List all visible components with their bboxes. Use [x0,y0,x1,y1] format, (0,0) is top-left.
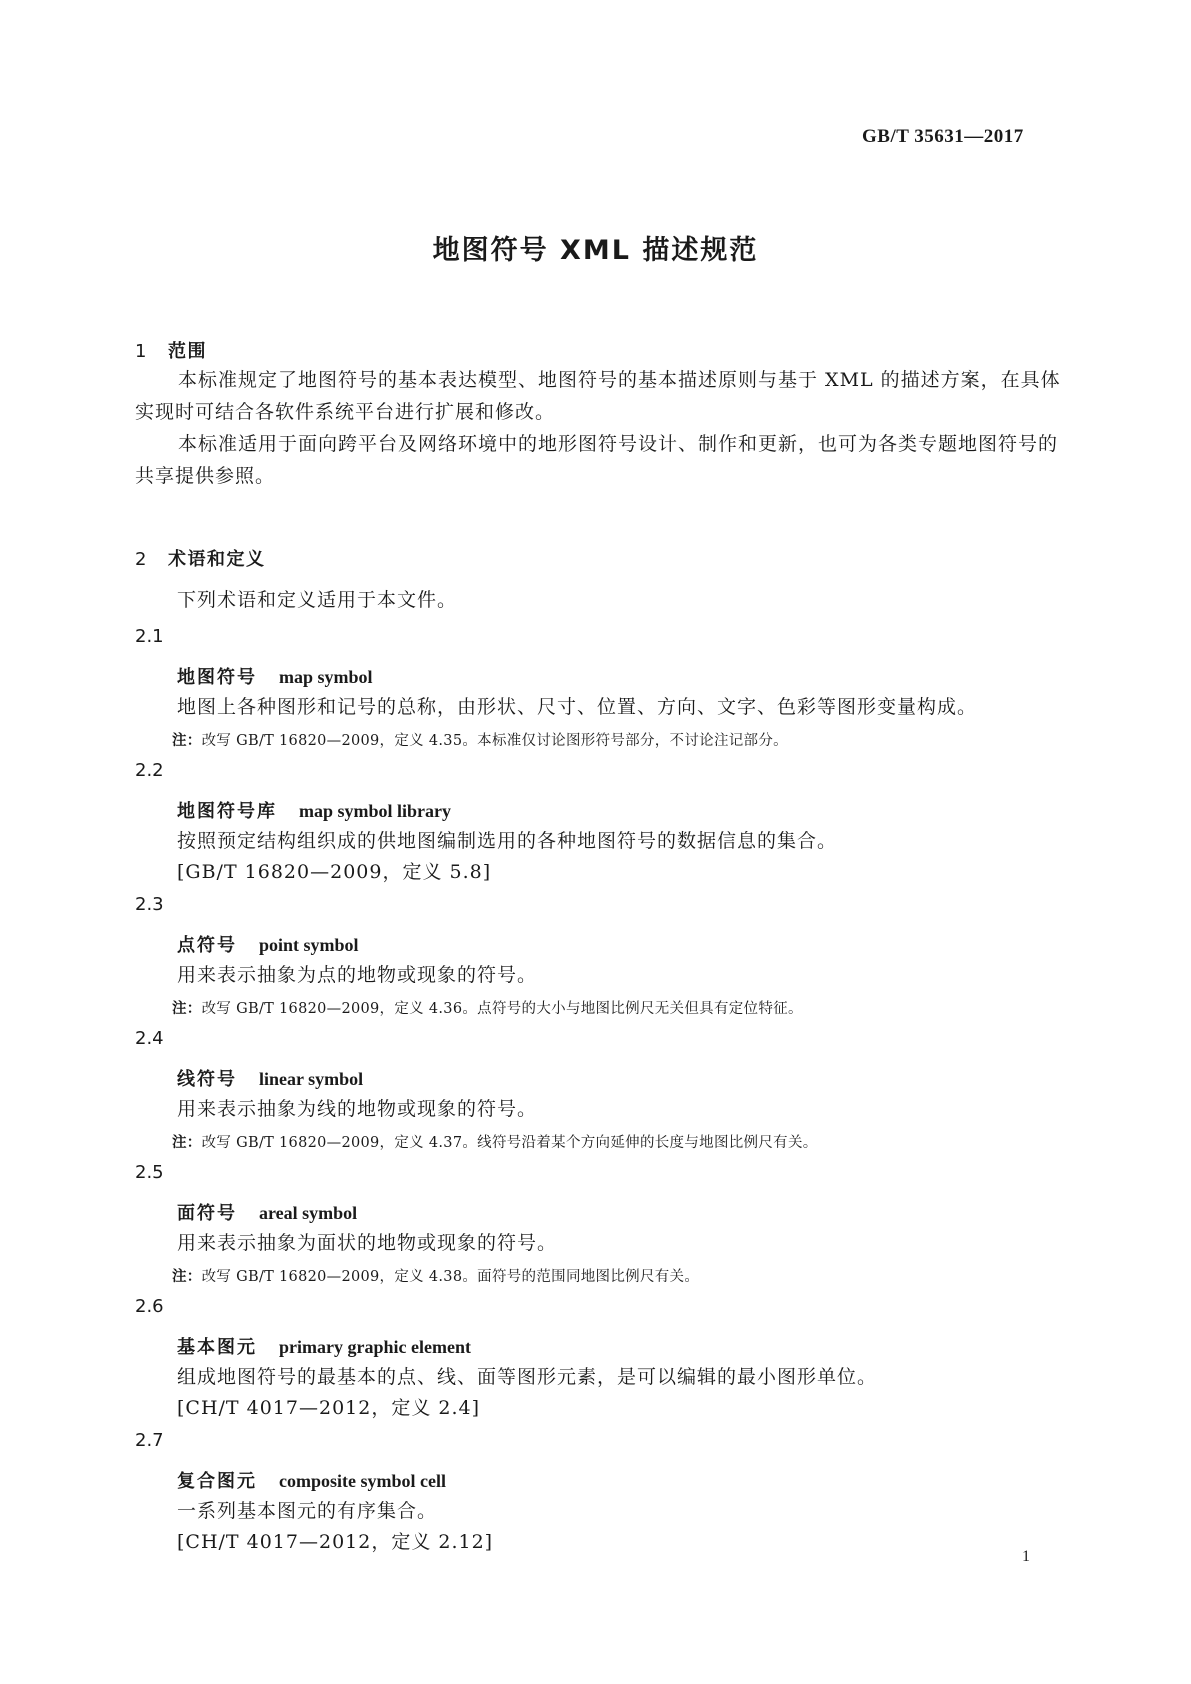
term-definition: 用来表示抽象为线的地物或现象的符号。 [177,1098,538,1120]
clause-number: 2.4 [135,1028,164,1049]
clause-number: 2.2 [135,760,164,781]
note-text: 改写 GB/T 16820—2009，定义 4.37。线符号沿着某个方向延伸的长度与地图比例尺有关。 [201,1135,818,1151]
page-number: 1 [1022,1548,1030,1565]
section-number: 1 [135,341,147,362]
clause-number: 2.7 [135,1430,164,1451]
term-definition: 组成地图符号的最基本的点、线、面等图形元素，是可以编辑的最小图形单位。 [177,1366,878,1388]
term-zh: 线符号 [177,1069,237,1090]
term-en: map symbol [279,667,373,687]
section-number: 2 [135,549,147,570]
term-note [172,997,803,1018]
section-2-heading [135,545,266,571]
term-entry [177,1065,363,1091]
term-entry [177,1199,357,1225]
term-definition: 按照预定结构组织成的供地图编制选用的各种地图符号的数据信息的集合。 [177,830,838,852]
note-label: 注： [172,733,202,749]
note-text: 改写 GB/T 16820—2009，定义 4.38。面符号的范围同地图比例尺有关。 [201,1269,700,1285]
term-note [172,1265,699,1286]
clause-number: 2.1 [135,626,164,647]
term-source: [GB/T 16820—2009，定义 5.8] [177,861,492,883]
term-en: composite symbol cell [279,1471,446,1491]
term-zh: 面符号 [177,1203,237,1224]
section-2-intro: 下列术语和定义适用于本文件。 [177,589,458,611]
term-en: linear symbol [259,1069,364,1089]
term-entry [177,1333,471,1359]
note-text: 改写 GB/T 16820—2009，定义 4.36。点符号的大小与地图比例尺无关但具有定位特征。 [201,1001,803,1017]
term-note [172,729,788,750]
section-1-heading [135,337,207,363]
term-en: map symbol library [299,801,452,821]
standard-number: GB/T 35631—2017 [862,126,1024,147]
note-label: 注： [172,1001,202,1017]
paragraph: 本标准适用于面向跨平台及网络环境中的地形图符号设计、制作和更新，也可为各类专题地图符号的共享提供参照。 [135,433,1059,487]
term-zh: 地图符号库 [177,801,277,822]
term-en: areal symbol [259,1203,358,1223]
term-definition: 地图上各种图形和记号的总称，由形状、尺寸、位置、方向、文字、色彩等图形变量构成。 [177,696,978,718]
term-entry [177,663,373,689]
note-label: 注： [172,1135,202,1151]
note-label: 注： [172,1269,202,1285]
term-definition: 用来表示抽象为点的地物或现象的符号。 [177,964,538,986]
term-en: primary graphic element [279,1337,471,1357]
term-source: [CH/T 4017—2012，定义 2.12] [177,1531,494,1553]
term-definition: 一系列基本图元的有序集合。 [177,1500,438,1522]
clause-number: 2.5 [135,1162,164,1183]
term-entry [177,931,359,957]
document-title: 地图符号 XML 描述规范 [432,235,759,266]
term-en: point symbol [259,935,359,955]
term-entry [177,797,451,823]
section-title: 范围 [168,341,207,362]
term-zh: 地图符号 [177,667,257,688]
term-zh: 基本图元 [177,1337,257,1358]
term-zh: 复合图元 [177,1471,257,1492]
section-title: 术语和定义 [168,549,266,570]
clause-number: 2.3 [135,894,164,915]
clause-number: 2.6 [135,1296,164,1317]
term-note [172,1131,818,1152]
term-definition: 用来表示抽象为面状的地物或现象的符号。 [177,1232,558,1254]
section-1-body [135,364,1075,492]
term-source: [CH/T 4017—2012，定义 2.4] [177,1397,481,1419]
term-entry [177,1467,446,1493]
note-text: 改写 GB/T 16820—2009，定义 4.35。本标准仅讨论图形符号部分，不讨论注记部分。 [201,733,788,749]
term-zh: 点符号 [177,935,237,956]
paragraph: 本标准规定了地图符号的基本表达模型、地图符号的基本描述原则与基于 XML 的描述方案，在具体实现时可结合各软件系统平台进行扩展和修改。 [135,369,1061,423]
